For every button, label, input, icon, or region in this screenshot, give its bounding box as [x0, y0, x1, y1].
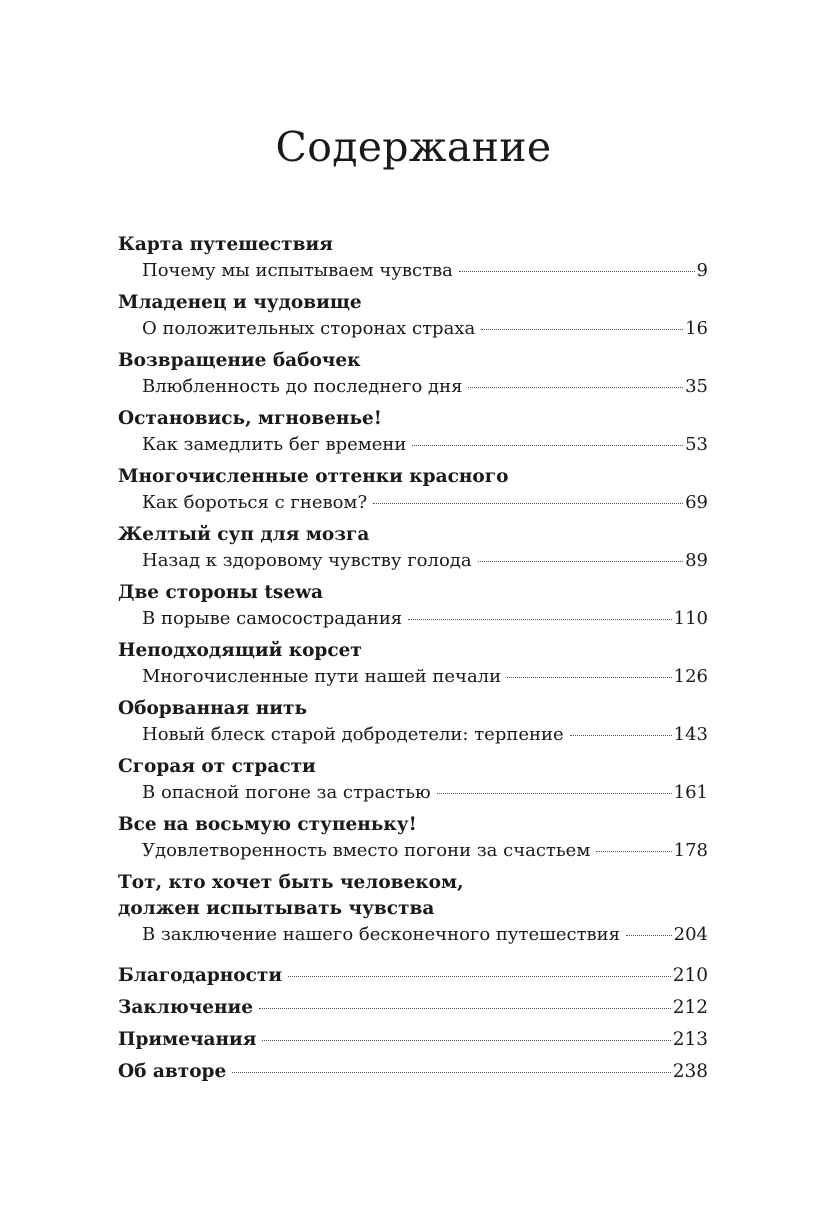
chapter-subtitle-row[interactable]	[118, 374, 708, 400]
chapter-subtitle: Назад к здоровому чувству голода	[142, 550, 472, 571]
page-number: 53	[685, 434, 708, 455]
chapter-title: Сгорая от страсти	[118, 756, 316, 777]
toc-chapter	[118, 464, 708, 516]
page-number: 204	[673, 924, 708, 945]
chapter-title: Младенец и чудовище	[118, 292, 362, 313]
chapter-subtitle-row[interactable]	[118, 548, 708, 574]
chapter-title: Неподходящий корсет	[118, 640, 362, 661]
chapter-subtitle-row[interactable]	[118, 838, 708, 864]
entry-title: Благодарности	[118, 965, 283, 986]
dot-leader	[437, 793, 672, 794]
chapter-subtitle: Как замедлить бег времени	[142, 434, 407, 455]
chapter-title: Желтый суп для мозга	[118, 524, 370, 545]
page-number: 210	[672, 965, 708, 986]
chapter-title: Оборванная нить	[118, 698, 308, 719]
toc-back-matter-entry[interactable]	[118, 960, 708, 992]
chapter-title: Тот, кто хочет быть человеком,	[118, 872, 464, 893]
page-number: 213	[672, 1029, 708, 1050]
dot-leader	[262, 1040, 670, 1041]
toc-chapter	[118, 812, 708, 864]
chapter-subtitle-row[interactable]	[118, 780, 708, 806]
dot-leader	[468, 387, 683, 388]
chapter-title: Возвращение бабочек	[118, 350, 361, 371]
chapter-subtitle: Как бороться с гневом?	[142, 492, 368, 513]
chapter-subtitle-row[interactable]	[118, 432, 708, 458]
chapter-subtitle: В заключение нашего бесконечного путешествия	[142, 924, 621, 945]
chapter-subtitle-row[interactable]	[118, 490, 708, 516]
dot-leader	[259, 1008, 671, 1009]
dot-leader	[481, 329, 683, 330]
chapter-subtitle-row[interactable]	[118, 258, 708, 284]
chapter-title: Многочисленные оттенки красного	[118, 466, 509, 487]
table-of-contents	[118, 232, 708, 1088]
page-number: 110	[673, 608, 708, 629]
chapter-subtitle-row[interactable]	[118, 664, 708, 690]
chapter-subtitle: Многочисленные пути нашей печали	[142, 666, 502, 687]
page-number: 9	[696, 260, 708, 281]
dot-leader	[232, 1072, 670, 1073]
toc-chapter	[118, 870, 708, 948]
dot-leader	[459, 271, 695, 272]
chapter-subtitle: В опасной погоне за страстью	[142, 782, 431, 803]
dot-leader	[570, 735, 672, 736]
page-number: 238	[672, 1061, 708, 1082]
page-number: 161	[673, 782, 708, 803]
toc-back-matter-entry[interactable]	[118, 1056, 708, 1088]
page-number: 89	[685, 550, 708, 571]
chapter-title: Остановись, мгновенье!	[118, 408, 382, 429]
dot-leader	[507, 677, 672, 678]
chapter-title: Карта путешествия	[118, 234, 333, 255]
page-number: 178	[673, 840, 708, 861]
toc-back-matter-entry[interactable]	[118, 1024, 708, 1056]
chapter-subtitle: В порыве самосострадания	[142, 608, 403, 629]
entry-title: Заключение	[118, 997, 254, 1018]
dot-leader	[288, 976, 671, 977]
toc-chapter	[118, 348, 708, 400]
page-number: 35	[685, 376, 708, 397]
chapter-subtitle: Почему мы испытываем чувства	[142, 260, 453, 281]
toc-chapter	[118, 580, 708, 632]
toc-chapter	[118, 522, 708, 574]
page-number: 16	[685, 318, 708, 339]
chapter-list	[118, 232, 708, 948]
page-number: 212	[672, 997, 708, 1018]
chapter-subtitle-row[interactable]	[118, 316, 708, 342]
page-number: 69	[685, 492, 708, 513]
chapter-subtitle-row[interactable]	[118, 722, 708, 748]
toc-chapter	[118, 406, 708, 458]
chapter-title: Две стороны tsewa	[118, 582, 324, 603]
chapter-subtitle: Влюбленность до последнего дня	[142, 376, 463, 397]
toc-back-matter-entry[interactable]	[118, 992, 708, 1024]
dot-leader	[408, 619, 671, 620]
entry-title: Примечания	[118, 1029, 257, 1050]
page-number: 143	[673, 724, 708, 745]
toc-chapter	[118, 232, 708, 284]
back-matter-list	[118, 960, 708, 1088]
chapter-subtitle: Удовлетворенность вместо погони за счастьем	[142, 840, 591, 861]
toc-chapter	[118, 754, 708, 806]
dot-leader	[373, 503, 683, 504]
chapter-subtitle-row[interactable]	[118, 922, 708, 948]
page-title: Содержание	[275, 123, 552, 171]
toc-chapter	[118, 638, 708, 690]
entry-title: Об авторе	[118, 1061, 227, 1082]
chapter-subtitle-row[interactable]	[118, 606, 708, 632]
dot-leader	[596, 851, 671, 852]
dot-leader	[478, 561, 683, 562]
chapter-title: Все на восьмую ступеньку!	[118, 814, 417, 835]
dot-leader	[412, 445, 683, 446]
toc-chapter	[118, 290, 708, 342]
chapter-subtitle: Новый блеск старой добродетели: терпение	[142, 724, 564, 745]
toc-chapter	[118, 696, 708, 748]
chapter-title: должен испытывать чувства	[118, 898, 435, 919]
chapter-subtitle: О положительных сторонах страха	[142, 318, 476, 339]
page-number: 126	[673, 666, 708, 687]
dot-leader	[626, 935, 672, 936]
